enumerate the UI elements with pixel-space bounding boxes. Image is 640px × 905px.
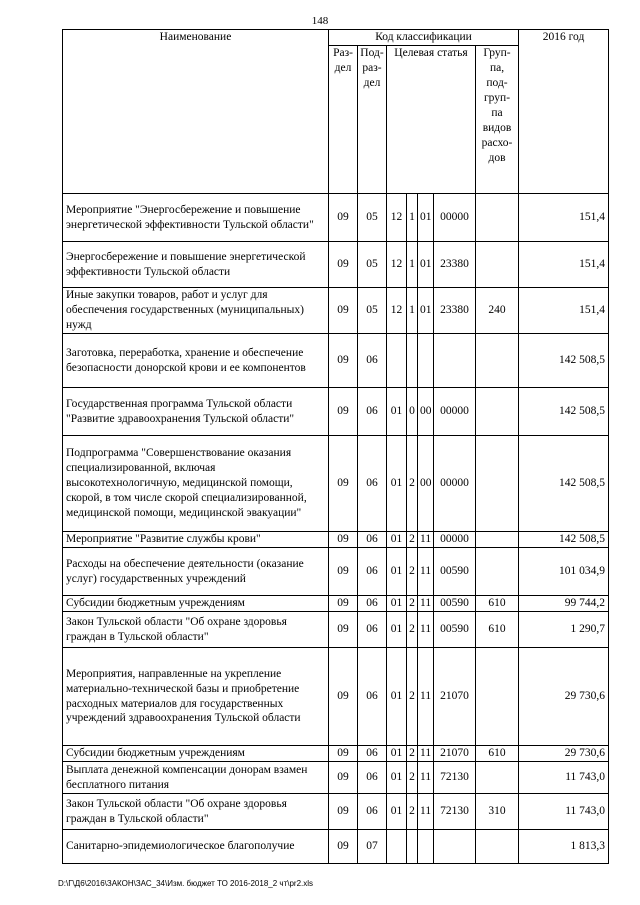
- header-year: 2016 год: [519, 30, 609, 194]
- row-target-program: 01: [387, 596, 407, 612]
- row-section: 09: [329, 596, 358, 612]
- row-target-subprogram: 2: [407, 532, 418, 548]
- row-subsection: 06: [358, 596, 387, 612]
- row-name: Расходы на обеспечение деятельности (оказание услуг) государственных учреждений: [63, 548, 329, 596]
- table-row: [63, 436, 609, 532]
- table-row: [63, 612, 609, 648]
- row-name: Закон Тульской области "Об охране здоровья граждан в Тульской области": [63, 794, 329, 830]
- row-expense-group: [476, 242, 519, 288]
- row-target-subprogram: 1: [407, 288, 418, 334]
- row-expense-group: [476, 388, 519, 436]
- row-target-program: 01: [387, 648, 407, 746]
- table-row: [63, 746, 609, 762]
- row-section: 09: [329, 532, 358, 548]
- row-name: Подпрограмма "Совершенствование оказания специализированной, включая высокотехнологичную, медицинской помощи, скорой, в том числе скорой специализированной, медицинской помощи, медицинской эвакуации": [63, 436, 329, 532]
- row-name: Иные закупки товаров, работ и услуг для обеспечения государственных (муниципальных) нужд: [63, 288, 329, 334]
- row-target-event: 00: [418, 436, 434, 532]
- row-subsection: 07: [358, 830, 387, 864]
- row-expense-group: [476, 762, 519, 794]
- row-target-subprogram: 2: [407, 612, 418, 648]
- row-name: Мероприятия, направленные на укрепление материально-технической базы и приобретение расходных материалов для государственных учреждений здравоохранения Тульской области: [63, 648, 329, 746]
- row-target-direction: 23380: [434, 288, 476, 334]
- row-subsection: 06: [358, 548, 387, 596]
- row-target-subprogram: 2: [407, 794, 418, 830]
- row-target-event: [418, 334, 434, 388]
- row-target-subprogram: 2: [407, 548, 418, 596]
- row-target-direction: 72130: [434, 794, 476, 830]
- row-target-direction: 00000: [434, 388, 476, 436]
- row-amount: 142 508,5: [519, 334, 609, 388]
- row-target-event: 11: [418, 532, 434, 548]
- row-amount: 1 290,7: [519, 612, 609, 648]
- row-expense-group: 610: [476, 746, 519, 762]
- row-expense-group: 610: [476, 612, 519, 648]
- row-amount: 11 743,0: [519, 762, 609, 794]
- header-code: Код классификации: [329, 30, 519, 46]
- header-name: Наименование: [63, 30, 329, 194]
- row-amount: 142 508,5: [519, 436, 609, 532]
- row-target-event: 11: [418, 548, 434, 596]
- row-expense-group: [476, 830, 519, 864]
- row-subsection: 05: [358, 288, 387, 334]
- row-target-subprogram: 2: [407, 436, 418, 532]
- row-target-program: 12: [387, 288, 407, 334]
- row-target-program: 01: [387, 388, 407, 436]
- row-target-direction: 00000: [434, 532, 476, 548]
- row-name: Энергосбережение и повышение энергетической эффективности Тульской области: [63, 242, 329, 288]
- row-name: Выплата денежной компенсации донорам взамен бесплатного питания: [63, 762, 329, 794]
- row-amount: 142 508,5: [519, 532, 609, 548]
- row-subsection: 06: [358, 648, 387, 746]
- header-target: Целевая статья: [387, 46, 476, 194]
- row-target-direction: 72130: [434, 762, 476, 794]
- row-amount: 99 744,2: [519, 596, 609, 612]
- row-section: 09: [329, 334, 358, 388]
- row-expense-group: 240: [476, 288, 519, 334]
- table-row: [63, 762, 609, 794]
- row-target-subprogram: 1: [407, 242, 418, 288]
- row-target-event: 00: [418, 388, 434, 436]
- row-subsection: 06: [358, 794, 387, 830]
- row-expense-group: [476, 532, 519, 548]
- row-target-subprogram: 2: [407, 596, 418, 612]
- table-row: [63, 794, 609, 830]
- row-target-event: 11: [418, 596, 434, 612]
- row-amount: 29 730,6: [519, 648, 609, 746]
- row-amount: 151,4: [519, 288, 609, 334]
- table-row: [63, 548, 609, 596]
- row-expense-group: [476, 194, 519, 242]
- row-section: 09: [329, 746, 358, 762]
- file-path-footer: D:\Г\Д6\2016\ЗАКОН\ЗАС_34\Изм. бюджет ТО 2016-2018_2 чт\pr2.xls: [58, 879, 314, 888]
- row-amount: 151,4: [519, 242, 609, 288]
- row-target-direction: 23380: [434, 242, 476, 288]
- row-subsection: 06: [358, 388, 387, 436]
- row-target-event: 11: [418, 746, 434, 762]
- row-section: 09: [329, 194, 358, 242]
- row-subsection: 05: [358, 194, 387, 242]
- row-subsection: 06: [358, 436, 387, 532]
- row-target-event: 01: [418, 194, 434, 242]
- row-target-direction: 21070: [434, 746, 476, 762]
- row-name: Государственная программа Тульской области "Развитие здравоохранения Тульской области": [63, 388, 329, 436]
- row-section: 09: [329, 436, 358, 532]
- row-target-program: 01: [387, 548, 407, 596]
- table-row: [63, 288, 609, 334]
- row-target-event: 11: [418, 794, 434, 830]
- header-subsection: Под- раз- дел: [358, 46, 387, 194]
- row-name: Субсидии бюджетным учреждениям: [63, 596, 329, 612]
- row-target-subprogram: 1: [407, 194, 418, 242]
- row-name: Заготовка, переработка, хранение и обеспечение безопасности донорской крови и ее компонентов: [63, 334, 329, 388]
- row-target-direction: 00590: [434, 596, 476, 612]
- row-name: Санитарно-эпидемиологическое благополучие: [63, 830, 329, 864]
- row-expense-group: [476, 436, 519, 532]
- row-subsection: 06: [358, 746, 387, 762]
- table-row: [63, 830, 609, 864]
- row-target-subprogram: 0: [407, 388, 418, 436]
- table-row: [63, 334, 609, 388]
- row-subsection: 06: [358, 762, 387, 794]
- row-target-direction: 00590: [434, 612, 476, 648]
- row-section: 09: [329, 388, 358, 436]
- row-target-subprogram: 2: [407, 762, 418, 794]
- row-target-direction: 00590: [434, 548, 476, 596]
- row-amount: 151,4: [519, 194, 609, 242]
- table-row: [63, 242, 609, 288]
- row-target-program: 01: [387, 612, 407, 648]
- row-section: 09: [329, 288, 358, 334]
- row-amount: 11 743,0: [519, 794, 609, 830]
- row-target-subprogram: 2: [407, 746, 418, 762]
- row-target-direction: 00000: [434, 194, 476, 242]
- row-target-event: [418, 830, 434, 864]
- row-target-direction: [434, 334, 476, 388]
- row-section: 09: [329, 830, 358, 864]
- row-target-subprogram: [407, 334, 418, 388]
- header-group: Груп- па, под- груп- па видов расхо- дов: [476, 46, 519, 194]
- table-row: [63, 596, 609, 612]
- row-target-direction: 21070: [434, 648, 476, 746]
- table-row: [63, 648, 609, 746]
- row-amount: 29 730,6: [519, 746, 609, 762]
- row-target-subprogram: 2: [407, 648, 418, 746]
- row-section: 09: [329, 762, 358, 794]
- row-target-program: 01: [387, 794, 407, 830]
- row-target-event: 01: [418, 288, 434, 334]
- page-number: 148: [311, 15, 329, 27]
- row-expense-group: 310: [476, 794, 519, 830]
- row-section: 09: [329, 612, 358, 648]
- row-target-event: 11: [418, 648, 434, 746]
- row-target-direction: [434, 830, 476, 864]
- row-target-program: 12: [387, 194, 407, 242]
- row-amount: 101 034,9: [519, 548, 609, 596]
- row-subsection: 06: [358, 532, 387, 548]
- row-name: Мероприятие "Развитие службы крови": [63, 532, 329, 548]
- row-section: 09: [329, 648, 358, 746]
- table-row: [63, 532, 609, 548]
- row-target-program: 12: [387, 242, 407, 288]
- row-target-event: 11: [418, 612, 434, 648]
- row-target-event: 11: [418, 762, 434, 794]
- row-section: 09: [329, 794, 358, 830]
- row-target-program: 01: [387, 532, 407, 548]
- row-amount: 142 508,5: [519, 388, 609, 436]
- row-target-direction: 00000: [434, 436, 476, 532]
- row-name: Субсидии бюджетным учреждениям: [63, 746, 329, 762]
- row-section: 09: [329, 548, 358, 596]
- row-name: Закон Тульской области "Об охране здоровья граждан в Тульской области": [63, 612, 329, 648]
- row-target-program: 01: [387, 436, 407, 532]
- row-target-program: [387, 830, 407, 864]
- row-target-program: [387, 334, 407, 388]
- row-subsection: 06: [358, 334, 387, 388]
- row-target-program: 01: [387, 762, 407, 794]
- row-expense-group: [476, 648, 519, 746]
- row-target-event: 01: [418, 242, 434, 288]
- row-expense-group: [476, 334, 519, 388]
- header-section: Раз- дел: [329, 46, 358, 194]
- row-subsection: 05: [358, 242, 387, 288]
- row-amount: 1 813,3: [519, 830, 609, 864]
- table-row: [63, 194, 609, 242]
- budget-table: [62, 29, 609, 864]
- row-target-program: 01: [387, 746, 407, 762]
- row-subsection: 06: [358, 612, 387, 648]
- row-expense-group: 610: [476, 596, 519, 612]
- row-expense-group: [476, 548, 519, 596]
- row-name: Мероприятие "Энергосбережение и повышение энергетической эффективности Тульской области": [63, 194, 329, 242]
- row-target-subprogram: [407, 830, 418, 864]
- table-row: [63, 388, 609, 436]
- row-section: 09: [329, 242, 358, 288]
